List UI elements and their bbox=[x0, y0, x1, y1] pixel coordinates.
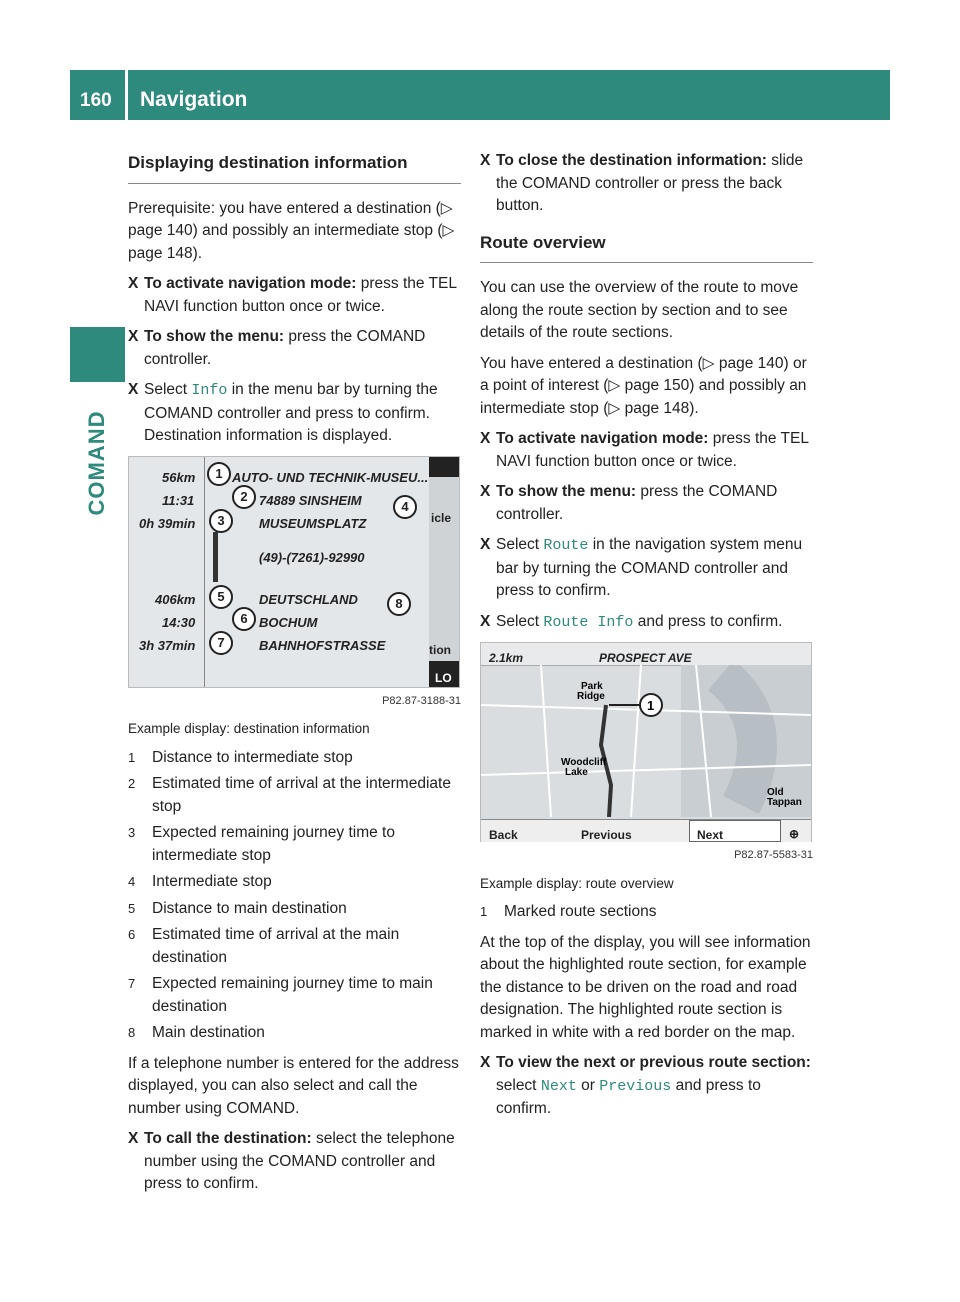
map-previous-button[interactable]: Previous bbox=[581, 828, 632, 842]
zoom-icon[interactable]: ⊕ bbox=[789, 827, 800, 841]
heading-destination-info: Displaying destination information bbox=[128, 152, 461, 184]
destination-info-screen: 56km AUTO- UND TECHNIK-MUSEU... 11:31 74889 SINSHEIM 0h 39min MUSEUMSPLATZ (49)-(7261)-92990 406km DEUTSCHLAND 14:30 BOCHUM 3h 37min BAHNHOFSTRASSE icle tion LO 1 2 3 4 5 6 8 7 bbox=[128, 456, 460, 688]
caption-route: Example display: route overview bbox=[480, 875, 674, 891]
list-item: 5 Distance to main destination bbox=[128, 899, 347, 917]
screen-dest-street: BAHNHOFSTRASSE bbox=[259, 637, 386, 653]
right-column bbox=[480, 150, 813, 1129]
side-label-text: COMAND bbox=[84, 410, 109, 516]
caption-destination: Example display: destination information bbox=[128, 721, 370, 736]
map-next-button[interactable]: Next bbox=[697, 828, 724, 842]
screen-eta-2: 14:30 bbox=[162, 614, 196, 630]
screen-time-1: 0h 39min bbox=[139, 515, 196, 531]
screen-side-2: tion bbox=[429, 642, 451, 657]
screen-phone[interactable]: (49)-(7261)-92990 bbox=[259, 549, 365, 565]
svg-text:Old: Old bbox=[767, 787, 784, 798]
list-item: 1 Marked route sections bbox=[480, 903, 657, 920]
list-item: 7 Expected remaining journey time to main destination bbox=[128, 975, 433, 1015]
route-top-text: At the top of the display, you will see information about the highlighted route section, for example the distance to be driven on the road and road designation. The highlighted route section is marked in white with a red border on the map. bbox=[480, 933, 811, 1041]
left-column bbox=[128, 150, 461, 1204]
step-activate-nav-2: X To activate navigation mode: press the TEL NAVI function button once or twice. bbox=[480, 430, 809, 470]
page-number-box bbox=[70, 70, 125, 120]
phone-text: If a telephone number is entered for the address displayed, you can also select and call the number using COMAND. bbox=[128, 1054, 459, 1117]
svg-text:Tappan: Tappan bbox=[767, 797, 802, 808]
screen-stop-street: MUSEUMSPLATZ bbox=[259, 515, 367, 531]
svg-text:Park: Park bbox=[581, 681, 603, 692]
screen-side-1: icle bbox=[431, 510, 452, 525]
list-item: 6 Estimated time of arrival at the main destination bbox=[128, 926, 400, 966]
map-back-button[interactable]: Back bbox=[489, 828, 518, 842]
prereq-text: Prerequisite: you have entered a destination (▷ page 140) and possibly an intermediate stop (▷ page 148). bbox=[128, 199, 455, 262]
screen-dest-city: BOCHUM bbox=[259, 614, 318, 630]
route-intro: You can use the overview of the route to move along the route section by section and to see details of the route sections. bbox=[480, 279, 799, 341]
step-activate-nav: X To activate navigation mode: press the TEL NAVI function button once or twice. bbox=[128, 275, 457, 315]
screen-time-2: 3h 37min bbox=[139, 637, 196, 653]
screen-side-3: LO bbox=[435, 670, 452, 685]
map-canvas bbox=[481, 665, 811, 817]
screen-stop-name: AUTO- UND TECHNIK-MUSEU... bbox=[232, 469, 429, 485]
page-number: 160 bbox=[80, 90, 112, 111]
list-item: 4 Intermediate stop bbox=[128, 873, 272, 890]
list-item: 2 Estimated time of arrival at the intermediate stop bbox=[128, 775, 451, 815]
screen-ref: P82.87-3188-31 bbox=[382, 694, 461, 707]
screen-eta-1: 11:31 bbox=[162, 492, 195, 508]
list-item: 8 Main destination bbox=[128, 1024, 265, 1041]
route-intro-2: You have entered a destination (▷ page 140) or a point of interest (▷ page 150) and possibly an intermediate stop (▷ page 148). bbox=[480, 354, 807, 417]
svg-text:1: 1 bbox=[647, 698, 655, 713]
step-show-menu: X To show the menu: press the COMAND controller. bbox=[128, 328, 426, 368]
side-label bbox=[72, 400, 122, 530]
screen-stop-city: 74889 SINSHEIM bbox=[259, 492, 362, 508]
section-header bbox=[128, 70, 890, 120]
map-distance: 2.1km bbox=[489, 651, 524, 665]
side-tab-marker bbox=[70, 327, 125, 382]
step-close-info: X To close the destination information: slide the COMAND controller or press the back button. bbox=[480, 152, 804, 214]
svg-text:Ridge: Ridge bbox=[577, 691, 605, 702]
step-call-destination: X To call the destination: select the telephone number using the COMAND controller and press to confirm. bbox=[128, 1130, 455, 1192]
step-show-menu-2: X To show the menu: press the COMAND controller. bbox=[480, 483, 778, 523]
screen-distance-2: 406km bbox=[155, 591, 196, 607]
route-overview-map bbox=[480, 642, 812, 842]
list-item: 1 Distance to intermediate stop bbox=[128, 748, 353, 766]
svg-text:Lake: Lake bbox=[565, 767, 588, 778]
section-title: Navigation bbox=[140, 88, 248, 111]
map-ref: P82.87-5583-31 bbox=[734, 849, 813, 861]
screen-distance-1: 56km bbox=[162, 469, 196, 485]
step-next-previous: X To view the next or previous route section: select Next or Previous and press to confirm. bbox=[480, 1054, 811, 1117]
step-select-info: X Select Info in the menu bar by turning the COMAND controller and press to confirm. Destination information is displayed. bbox=[128, 381, 438, 444]
screen-dest-country: DEUTSCHLAND bbox=[259, 591, 358, 607]
list-item: 3 Expected remaining journey time to intermediate stop bbox=[128, 824, 395, 864]
svg-text:Woodcliff: Woodcliff bbox=[561, 757, 607, 768]
step-select-route-info: X Select Route Info and press to confirm. bbox=[480, 612, 783, 631]
heading-route-overview: Route overview bbox=[480, 232, 813, 264]
step-select-route: X Select Route in the navigation system menu bar by turning the COMAND controller and press to confirm. bbox=[480, 536, 803, 599]
map-road-name: PROSPECT AVE bbox=[599, 651, 692, 665]
